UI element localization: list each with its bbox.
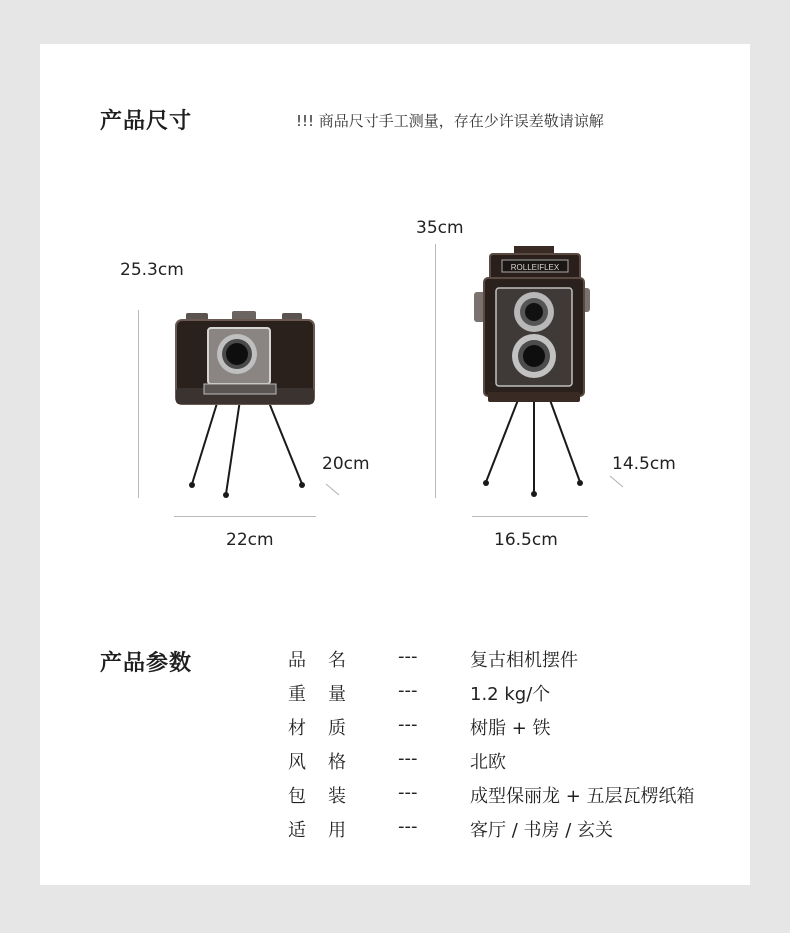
param-value: 树脂 + 铁 (470, 718, 551, 739)
param-key-char-1: 适 (288, 820, 306, 841)
camera-right-width-line (472, 516, 588, 517)
camera-left-height-line (138, 310, 139, 498)
camera-right-width-label: 16.5cm (494, 530, 558, 550)
product-card (40, 44, 750, 885)
param-row-packaging (288, 782, 718, 812)
camera-left-depth-label: 20cm (322, 454, 370, 474)
camera-right-height-label: 35cm (416, 218, 464, 238)
camera-right-depth-line (608, 474, 628, 490)
param-row-style (288, 748, 718, 778)
param-key-char-2: 用 (328, 820, 346, 841)
param-separator: --- (398, 748, 418, 769)
camera-right-depth-label: 14.5cm (612, 454, 676, 474)
retro-camera-right-image (468, 242, 598, 502)
param-separator: --- (398, 816, 418, 837)
retro-camera-left-image (174, 308, 324, 498)
camera-left-width-label: 22cm (226, 530, 274, 550)
camera-left-depth-line (324, 482, 344, 498)
param-value: 复古相机摆件 (470, 650, 578, 671)
size-section-title: 产品尺寸 (100, 109, 193, 134)
param-row-name (288, 646, 718, 676)
param-separator: --- (398, 714, 418, 735)
param-separator: --- (398, 782, 418, 803)
param-key-char-1: 包 (288, 786, 306, 807)
param-key-char-2: 格 (328, 752, 346, 773)
param-row-weight (288, 680, 718, 710)
param-key-char-1: 风 (288, 752, 306, 773)
params-section-title: 产品参数 (100, 651, 193, 676)
param-value: 成型保丽龙 + 五层瓦楞纸箱 (470, 786, 695, 807)
param-key-char-1: 品 (288, 650, 306, 671)
camera-left-height-label: 25.3cm (120, 260, 184, 280)
param-row-material (288, 714, 718, 744)
param-key-char-2: 质 (328, 718, 346, 739)
param-key-char-1: 重 (288, 684, 306, 705)
param-key-char-1: 材 (288, 718, 306, 739)
param-value: 客厅 / 书房 / 玄关 (470, 820, 614, 841)
brand-plate-text: ROLLEIFLEX (510, 263, 560, 272)
param-separator: --- (398, 680, 418, 701)
param-row-usage (288, 816, 718, 846)
param-value: 北欧 (470, 752, 506, 773)
param-key-char-2: 装 (328, 786, 346, 807)
param-key-char-2: 量 (328, 684, 346, 705)
camera-left-width-line (174, 516, 316, 517)
param-separator: --- (398, 646, 418, 667)
camera-right-height-line (435, 244, 436, 498)
param-key-char-2: 名 (328, 650, 346, 671)
measurement-note: !!! 商品尺寸手工测量，存在少许误差敬请谅解 (296, 112, 604, 130)
param-value: 1.2 kg/个 (470, 684, 551, 705)
